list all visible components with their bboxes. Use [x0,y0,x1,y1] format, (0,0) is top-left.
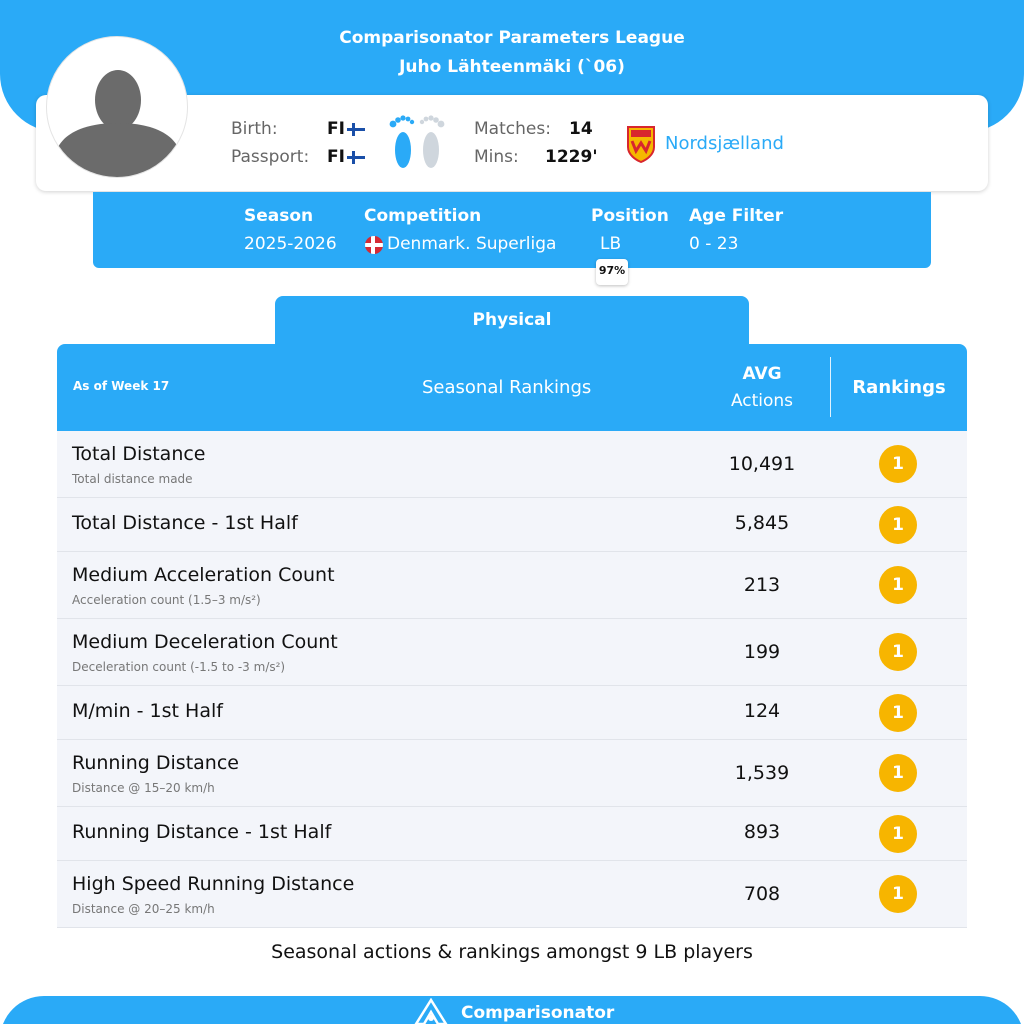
club-name-link[interactable]: Nordsjælland [665,133,784,154]
table-title: Seasonal Rankings [422,377,592,398]
metric-title: Medium Deceleration Count [72,631,338,653]
metric-title: Total Distance - 1st Half [72,512,298,534]
footprints-icon [386,112,448,172]
passport-value: FI [327,147,345,167]
table-row[interactable] [57,686,967,740]
competition-label: Competition [364,206,482,226]
metrics-table-body [57,431,967,928]
age-filter-label: Age Filter [689,206,784,226]
table-row[interactable] [57,552,967,619]
table-header [57,344,967,431]
rank-badge: 1 [879,566,917,604]
metric-value: 893 [743,821,781,843]
metric-value: 199 [743,641,781,663]
rank-badge: 1 [879,445,917,483]
finland-flag-icon [347,123,365,136]
avg-header: AVG [742,364,782,384]
rankings-header: Rankings [852,377,946,398]
person-silhouette-icon [47,37,188,178]
table-row[interactable] [57,619,967,686]
rank-badge: 1 [879,875,917,913]
table-row[interactable] [57,807,967,861]
league-title: Comparisonator Parameters League [339,28,685,48]
table-row[interactable] [57,740,967,807]
metric-title: High Speed Running Distance [72,873,355,895]
position-label: Position [591,206,669,226]
table-row[interactable] [57,498,967,552]
table-row[interactable] [57,431,967,498]
passport-label: Passport: [231,147,310,167]
rank-badge: 1 [879,815,917,853]
actions-header: Actions [730,391,794,411]
rank-badge: 1 [879,506,917,544]
metric-value: 124 [743,700,781,722]
footer-note: Seasonal actions & rankings amongst 9 LB players [271,941,753,963]
player-name: Juho Lähteenmäki (`06) [399,57,625,77]
position-percentage-badge: 97% [596,259,628,285]
rank-badge: 1 [879,754,917,792]
season-label: Season [244,206,314,226]
season-value[interactable]: 2025-2026 [244,234,337,254]
rank-badge: 1 [879,633,917,671]
metric-subtitle: Total distance made [72,472,193,486]
table-row[interactable] [57,861,967,928]
finland-flag-icon [347,151,365,164]
metric-value: 213 [743,574,781,596]
birth-value: FI [327,119,345,139]
filter-bar [93,192,931,268]
header-divider [830,357,831,417]
rank-badge: 1 [879,694,917,732]
denmark-flag-icon [365,236,383,254]
metric-value: 10,491 [728,453,796,475]
metric-value: 1,539 [734,762,790,784]
metric-value: 708 [743,883,781,905]
matches-label: Matches: [474,119,551,139]
metric-title: M/min - 1st Half [72,700,223,722]
metric-title: Running Distance - 1st Half [72,821,332,843]
club-crest-icon [626,125,656,163]
mins-label: Mins: [474,147,519,167]
tab-physical[interactable]: Physical [275,296,749,352]
metric-value: 5,845 [734,512,790,534]
competition-value[interactable]: Denmark. Superliga [387,234,557,254]
avatar [46,36,188,178]
as-of-week: As of Week 17 [73,379,170,393]
comparisonator-logo-icon [410,998,452,1024]
brand-name: Comparisonator [461,1003,615,1023]
metric-title: Medium Acceleration Count [72,564,335,586]
metric-subtitle: Distance @ 15–20 km/h [72,781,215,795]
metric-title: Running Distance [72,752,239,774]
matches-value: 14 [569,119,593,139]
position-value[interactable]: LB [600,234,622,254]
metric-subtitle: Acceleration count (1.5–3 m/s²) [72,593,261,607]
metric-subtitle: Distance @ 20–25 km/h [72,902,215,916]
metric-title: Total Distance [72,443,206,465]
metric-subtitle: Deceleration count (-1.5 to -3 m/s²) [72,660,286,674]
age-filter-value[interactable]: 0 - 23 [689,234,739,254]
mins-value: 1229' [545,147,598,167]
birth-label: Birth: [231,119,278,139]
